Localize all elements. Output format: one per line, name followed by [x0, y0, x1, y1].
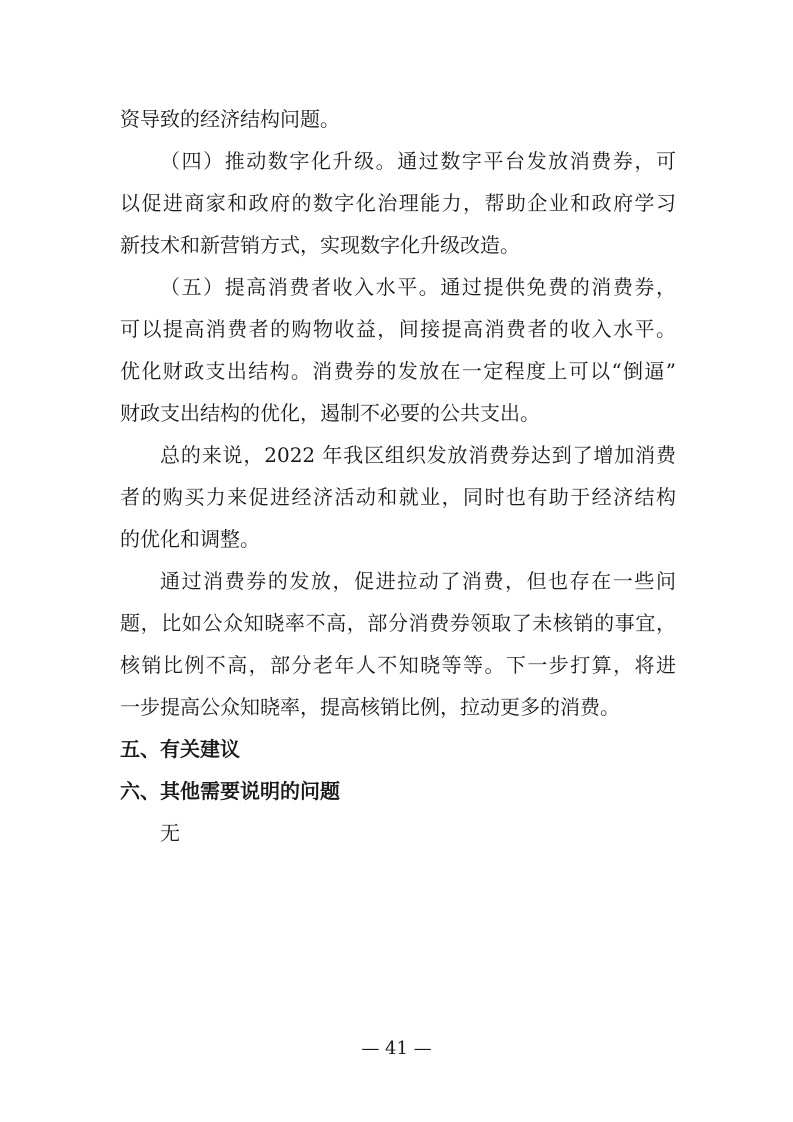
text-line: 可以提高消费者的购物收益，间接提高消费者的收入水平。 — [120, 317, 676, 341]
text-line: 财政支出结构的优化，遏制不必要的公共支出。 — [120, 401, 540, 425]
document-body — [120, 98, 676, 854]
text-line: （五）提高消费者收入水平。通过提供免费的消费券， — [160, 275, 676, 299]
text-line: 通过消费券的发放，促进拉动了消费，但也存在一些问 — [160, 569, 676, 593]
text-line: 资导致的经济结构问题。 — [120, 107, 340, 131]
text-line: 优化财政支出结构。消费券的发放在一定程度上可以“倒逼” — [120, 359, 676, 383]
text-line: 总的来说，2022 年我区组织发放消费券达到了增加消费 — [160, 443, 676, 467]
text-line: 一步提高公众知晓率，提高核销比例，拉动更多的消费。 — [120, 695, 620, 719]
text-line: （四）推动数字化升级。通过数字平台发放消费券，可 — [160, 149, 676, 173]
section-6-body: 无 — [160, 821, 180, 845]
text-line: 新技术和新营销方式，实现数字化升级改造。 — [120, 233, 520, 257]
text-line: 以促进商家和政府的数字化治理能力，帮助企业和政府学习 — [120, 191, 676, 215]
section-heading-5: 五、有关建议 — [120, 737, 240, 761]
text-line: 者的购买力来促进经济活动和就业，同时也有助于经济结构 — [120, 485, 676, 509]
text-line: 核销比例不高，部分老年人不知晓等等。下一步打算，将进 — [120, 653, 676, 677]
section-heading-6: 六、其他需要说明的问题 — [120, 779, 340, 803]
text-line: 题，比如公众知晓率不高，部分消费券领取了未核销的事宜， — [120, 611, 676, 635]
text-line: 的优化和调整。 — [120, 527, 260, 551]
page-number: — 41 — — [361, 1038, 432, 1059]
